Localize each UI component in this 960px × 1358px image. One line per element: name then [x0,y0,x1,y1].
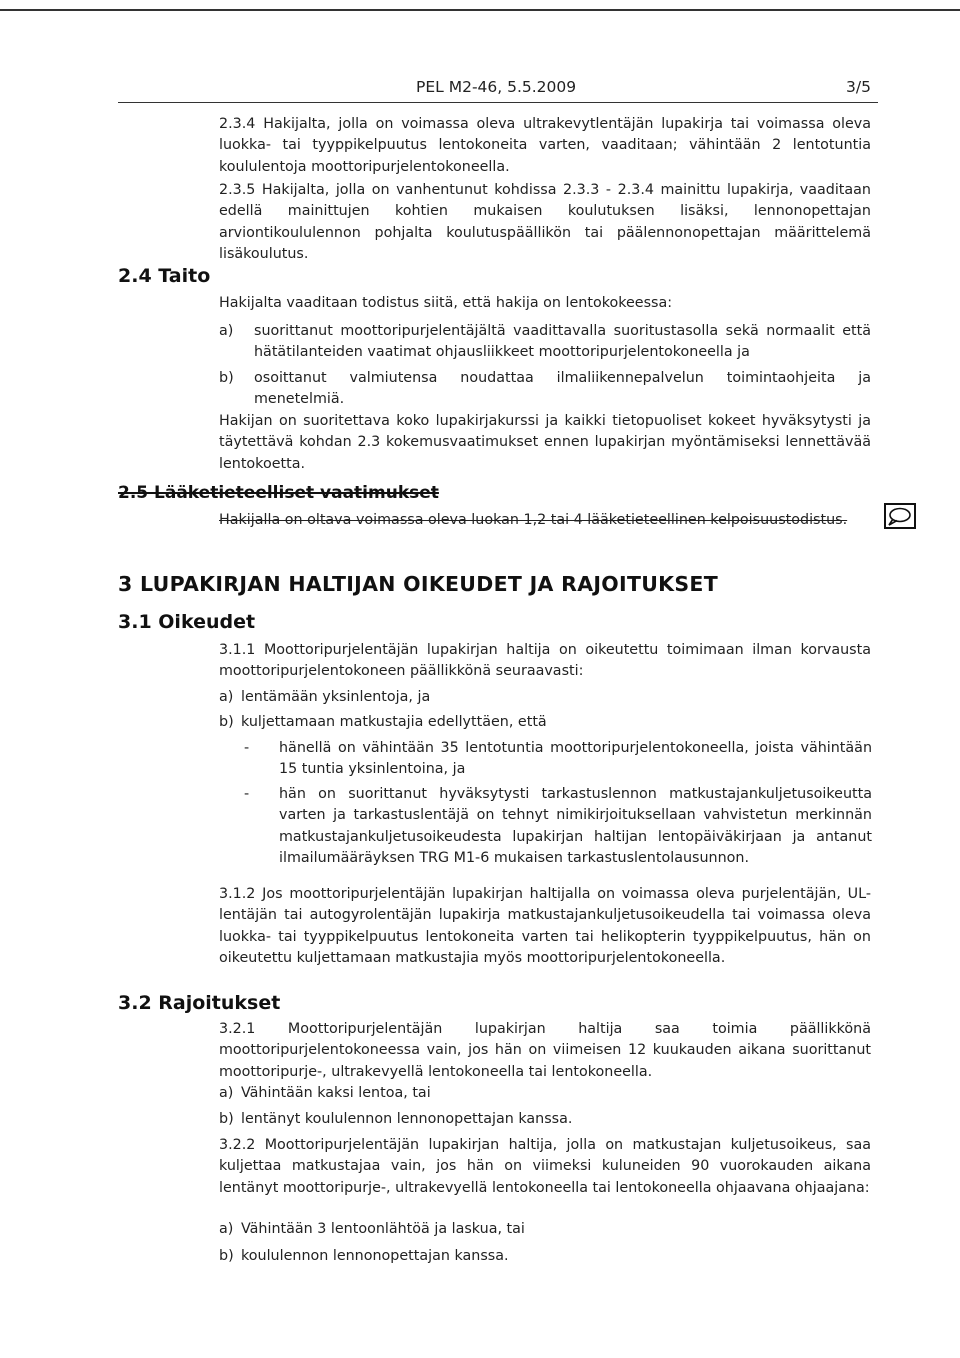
section-heading-3-2: 3.2 Rajoitukset [118,992,281,1014]
paragraph-3-1-1: 3.1.1 Moottoripurjelentäjän lupakirjan haltija on oikeutettu toimimaan ilman korvausta moottoripurjelentokoneen päällikkönä seuraavasti: [219,642,871,680]
paragraph-text: Hakijalta, jolla on voimassa oleva ultrakevytlentäjän lupakirja tai voimassa oleva luokka- tai tyyppikelpuutus lentokoneita varten, vaaditaan; vähintään 2 lentotuntia koululentoja moottoripurjelentokoneella. [219,116,871,175]
list-label: a) [219,323,234,339]
section-heading-2-4: 2.4 Taito [118,265,211,287]
deleted-paragraph-2-5: Hakijalla on oltava voimassa oleva luokan 1,2 tai 4 lääketieteellinen kelpoisuustodistus. [219,512,848,528]
list-text: Vähintään kaksi lentoa, tai [241,1085,431,1101]
list-text: kuljettamaan matkustajia edellyttäen, että [241,714,547,730]
comment-icon[interactable] [884,503,916,529]
list-text: Vähintään 3 lentoonlähtöä ja laskua, tai [241,1221,525,1237]
dash-label: - [244,786,250,802]
dash-text: hänellä on vähintään 35 lentotuntia moottoripurjelentokoneella, joista vähintään 15 tuntia yksinlentoina, ja [279,740,872,778]
paragraph-3-1-2: 3.1.2 Jos moottoripurjelentäjän lupakirjan haltijalla on voimassa oleva purjelentäjän, UL-lentäjän tai autogyrolentäjän lupakirja matkustajankuljetusoikeudella tai voimassa oleva luokka- tai tyyppikelpuutus lentokoneita varten tai helikopterin tyyppikelpuutus, hän on oikeutettu kuljettamaan matkustajia myös moottoripurjelentokoneella. [219,886,871,967]
list-label: b) [219,1111,234,1127]
section-number: 2.3.4 [219,116,256,132]
dash-text: hän on suorittanut hyväksytysti tarkastuslennon matkustajankuljetusoikeutta varten ja tarkastuslentäjä on tehnyt nimikirjoituksellaan vahvistetun merkinnän matkustajankuljetusoikeudesta lupakirjan haltijan lentopäiväkirjaan ja antanut ilmailumääräyksen TRG M1-6 mukaisen tarkastuslentolausunnon. [279,786,872,867]
section-number: 2.3.5 [219,182,256,198]
list-text: koululennon lennonopettajan kanssa. [241,1248,509,1264]
list-label: b) [219,1248,234,1264]
list-item [219,687,871,708]
paragraph-3-2-2: 3.2.2 Moottoripurjelentäjän lupakirjan haltija, jolla on matkustajan kuljetusoikeus, saa kuljettaa matkustajaa vain, jos hän on viimeksi kuluneiden 90 vuorokauden aikana lentänyt moottoripurje-, ultrakevyellä lentokoneella tai lentokoneella ohjaavana ohjaajana: [219,1137,871,1196]
header-rule [118,102,878,103]
paragraph-text: Hakijalta, jolla on vanhentunut kohdissa 2.3.3 - 2.3.4 mainittu lupakirja, vaaditaan edellä mainittujen kohtien mukaisen koulutuksen lisäksi, lennonopettajan arviontikoululennon pohjalta koulutuspäällikön tai päälennonopettajan määrittelemä lisäkoulutus. [219,182,871,263]
dash-label: - [244,740,250,756]
page-number: 3/5 [846,78,871,96]
list-item [219,712,871,733]
list-label: b) [219,370,234,386]
deleted-section-heading-2-5: 2.5 Lääketieteelliset vaatimukset [118,483,439,503]
list-item [219,1083,871,1104]
chapter-heading-3: 3 LUPAKIRJAN HALTIJAN OIKEUDET JA RAJOITUKSET [118,572,719,596]
list-text: lentämään yksinlentoja, ja [241,689,431,705]
list-item [219,368,871,411]
list-label: a) [219,689,234,705]
list-text: suorittanut moottoripurjelentäjältä vaadittavalla suoritustasolla sekä normaalit että hätätilanteiden vaatimat ohjausliikkeet moottoripurjelentokoneella ja [254,323,871,361]
list-text: lentänyt koululennon lennonopettajan kanssa. [241,1111,573,1127]
list-label: b) [219,714,234,730]
paragraph-taito-closing: Hakijan on suoritettava koko lupakirjakurssi ja kaikki tietopuoliset kokeet hyväksytysti ja täytettävä kohdan 2.3 kokemusvaatimukset ennen lupakirjan myöntämiseksi lennettävää lentokoetta. [219,413,871,472]
dash-list-item [244,738,872,781]
section-heading-3-1: 3.1 Oikeudet [118,611,256,633]
list-item [219,1246,871,1267]
list-item [219,1219,871,1240]
list-label: a) [219,1085,234,1101]
paragraph-3-2-1: 3.2.1 Moottoripurjelentäjän lupakirjan haltija saa toimia päällikkönä moottoripurjelentokoneessa vain, jos hän on viimeisen 12 kuukauden aikana suorittanut moottoripurje-, ultrakevyellä lentokoneella tai lentokoneella. [219,1021,871,1080]
dash-list-item [244,784,872,870]
paragraph-2-3-4 [219,114,871,178]
list-text: osoittanut valmiutensa noudattaa ilmaliikennepalvelun toimintaohjeita ja menetelmiä. [254,370,871,408]
list-label: a) [219,1221,234,1237]
paragraph-2-3-5 [219,180,871,266]
document-reference: PEL M2-46, 5.5.2009 [416,78,577,96]
paragraph-taito-intro: Hakijalta vaaditaan todistus siitä, että hakija on lentokokeessa: [219,295,673,311]
top-border-rule [0,9,960,11]
list-item [219,321,871,364]
list-item [219,1109,871,1130]
